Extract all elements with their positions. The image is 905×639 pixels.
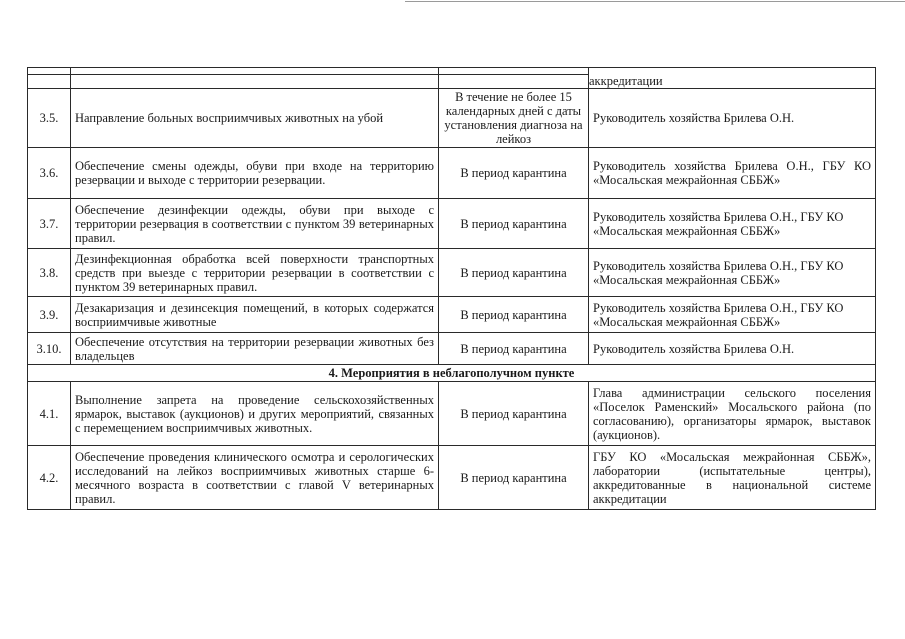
row-responsible: Руководитель хозяйства Брилева О.Н. bbox=[589, 333, 876, 365]
row-number: 3.10. bbox=[28, 333, 71, 365]
row-event: Дезакаризация и дезинсекция помещений, в которых содержатся восприимчивые животные bbox=[71, 297, 439, 333]
section-title: 4. Мероприятия в неблагополучном пункте bbox=[28, 365, 876, 382]
table-row bbox=[28, 446, 876, 510]
table-row bbox=[28, 382, 876, 446]
cell-empty bbox=[439, 68, 589, 75]
cell-empty: аккредитации bbox=[589, 68, 876, 89]
row-event: Выполнение запрета на проведение сельскохозяйственных ярмарок, выставок (аукционов) и других мероприятий, связанных с перемещением восприимчивых животных. bbox=[71, 382, 439, 446]
row-number: 3.7. bbox=[28, 199, 71, 249]
row-term: В течение не более 15 календарных дней с даты установления диагноза на лейкоз bbox=[439, 89, 589, 148]
row-responsible: Глава администрации сельского поселения «Поселок Раменский» Мосальского района (по согласованию), организаторы ярмарок, выставок (аукционов). bbox=[589, 382, 876, 446]
row-event: Обеспечение отсутствия на территории резервации животных без владельцев bbox=[71, 333, 439, 365]
row-term: В период карантина bbox=[439, 249, 589, 297]
table-row bbox=[28, 333, 876, 365]
scan-edge-line bbox=[405, 1, 905, 2]
cell-empty bbox=[439, 75, 589, 89]
cell-empty bbox=[71, 68, 439, 75]
row-number: 4.2. bbox=[28, 446, 71, 510]
row-number: 3.8. bbox=[28, 249, 71, 297]
measures-table bbox=[27, 67, 876, 510]
row-number: 3.9. bbox=[28, 297, 71, 333]
row-responsible: ГБУ КО «Мосальская межрайонная СББЖ», лаборатории (испытательные центры), аккредитованные в национальной системе аккредитации bbox=[589, 446, 876, 510]
row-event: Обеспечение дезинфекции одежды, обуви при выходе с территории резервация в соответствии с пунктом 39 ветеринарных правил. bbox=[71, 199, 439, 249]
row-term: В период карантина bbox=[439, 297, 589, 333]
table-row bbox=[28, 199, 876, 249]
table-top-row bbox=[28, 68, 876, 75]
row-number: 3.6. bbox=[28, 148, 71, 199]
row-number: 4.1. bbox=[28, 382, 71, 446]
row-term: В период карантина bbox=[439, 148, 589, 199]
cell-empty bbox=[71, 75, 439, 89]
row-term: В период карантина bbox=[439, 382, 589, 446]
row-responsible: Руководитель хозяйства Брилева О.Н., ГБУ КО «Мосальская межрайонная СББЖ» bbox=[589, 249, 876, 297]
row-responsible: Руководитель хозяйства Брилева О.Н., ГБУ КО «Мосальская межрайонная СББЖ» bbox=[589, 199, 876, 249]
row-event: Направление больных восприимчивых животных на убой bbox=[71, 89, 439, 148]
row-term: В период карантина bbox=[439, 199, 589, 249]
row-event: Обеспечение проведения клинического осмотра и серологических исследований на лейкоз восприимчивых животных старше 6-месячного возраста в соответствии с главой V ветеринарных правил. bbox=[71, 446, 439, 510]
cell-empty bbox=[28, 75, 71, 89]
table-row bbox=[28, 148, 876, 199]
row-responsible: Руководитель хозяйства Брилева О.Н., ГБУ КО «Мосальская межрайонная СББЖ» bbox=[589, 148, 876, 199]
table-row bbox=[28, 249, 876, 297]
table-row bbox=[28, 297, 876, 333]
row-term: В период карантина bbox=[439, 446, 589, 510]
cell-empty bbox=[28, 68, 71, 75]
row-event: Обеспечение смены одежды, обуви при входе на территорию резервации и выходе с территории резервации. bbox=[71, 148, 439, 199]
section-header-row bbox=[28, 365, 876, 382]
row-responsible: Руководитель хозяйства Брилева О.Н. bbox=[589, 89, 876, 148]
row-term: В период карантина bbox=[439, 333, 589, 365]
table-row bbox=[28, 89, 876, 148]
row-event: Дезинфекционная обработка всей поверхности транспортных средств при выезде с территории резервации в соответствии с пунктом 39 ветеринарных правил. bbox=[71, 249, 439, 297]
row-number: 3.5. bbox=[28, 89, 71, 148]
row-responsible: Руководитель хозяйства Брилева О.Н., ГБУ КО «Мосальская межрайонная СББЖ» bbox=[589, 297, 876, 333]
